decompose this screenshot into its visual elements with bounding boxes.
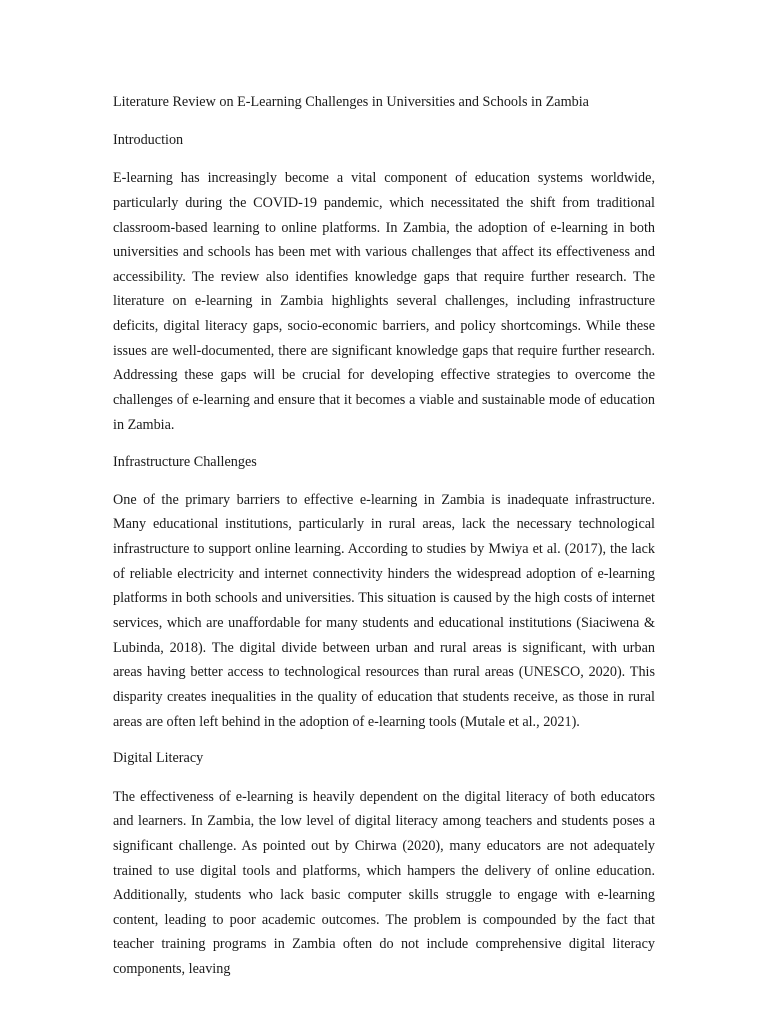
paragraph-digital-literacy: The effectiveness of e-learning is heavily dependent on the digital literacy of both educators and learners. In Zambia, the low level of digital literacy among teachers and students poses a significant challenge. As pointed out by Chirwa (2020), many educators are not adequately trained to use digital tools and platforms, which hampers the delivery of online education. Additionally, students who lack basic computer skills struggle to engage with e-learning content, leading to poor academic outcomes. The problem is compounded by the fact that teacher training programs in Zambia often do not include comprehensive digital literacy components, leaving bbox=[113, 788, 655, 978]
section-heading-digital-literacy: Digital Literacy bbox=[113, 750, 204, 767]
document-body bbox=[113, 90, 655, 994]
section-heading-introduction: Introduction bbox=[113, 132, 184, 149]
paragraph-infrastructure: One of the primary barriers to effective e-learning in Zambia is inadequate infrastructure. Many educational institutions, particularly in rural areas, lack the necessary technological infrastructure to support online learning. According to studies by Mwiya et al. (2017), the lack of reliable electricity and internet connectivity hinders the widespread adoption of e-learning platforms in both schools and universities. This situation is caused by the high costs of internet services, which are unaffordable for many students and educational institutions (Siaciwena & Lubinda, 2018). The digital divide between urban and rural areas is significant, with urban areas having better access to technological resources than rural areas (UNESCO, 2020). This disparity creates inequalities in the quality of education that students receive, as those in rural areas are often left behind in the adoption of e-learning tools (Mutale et al., 2021). bbox=[113, 491, 655, 730]
paragraph-introduction: E-learning has increasingly become a vital component of education systems worldwide, particularly during the COVID-19 pandemic, which necessitated the shift from traditional classroom-based learning to online platforms. In Zambia, the adoption of e-learning in both universities and schools has been met with various challenges that affect its effectiveness and accessibility. The review also identifies knowledge gaps that require further research. The literature on e-learning in Zambia highlights several challenges, including infrastructure deficits, digital literacy gaps, socio-economic barriers, and policy shortcomings. While these issues are well-documented, there are significant knowledge gaps that require further research. Addressing these gaps will be crucial for developing effective strategies to overcome the challenges of e-learning and ensure that it becomes a viable and sustainable mode of education in Zambia. bbox=[113, 170, 655, 433]
document-title: Literature Review on E-Learning Challenges in Universities and Schools in Zambia bbox=[113, 94, 589, 110]
section-heading-infrastructure: Infrastructure Challenges bbox=[113, 453, 257, 470]
